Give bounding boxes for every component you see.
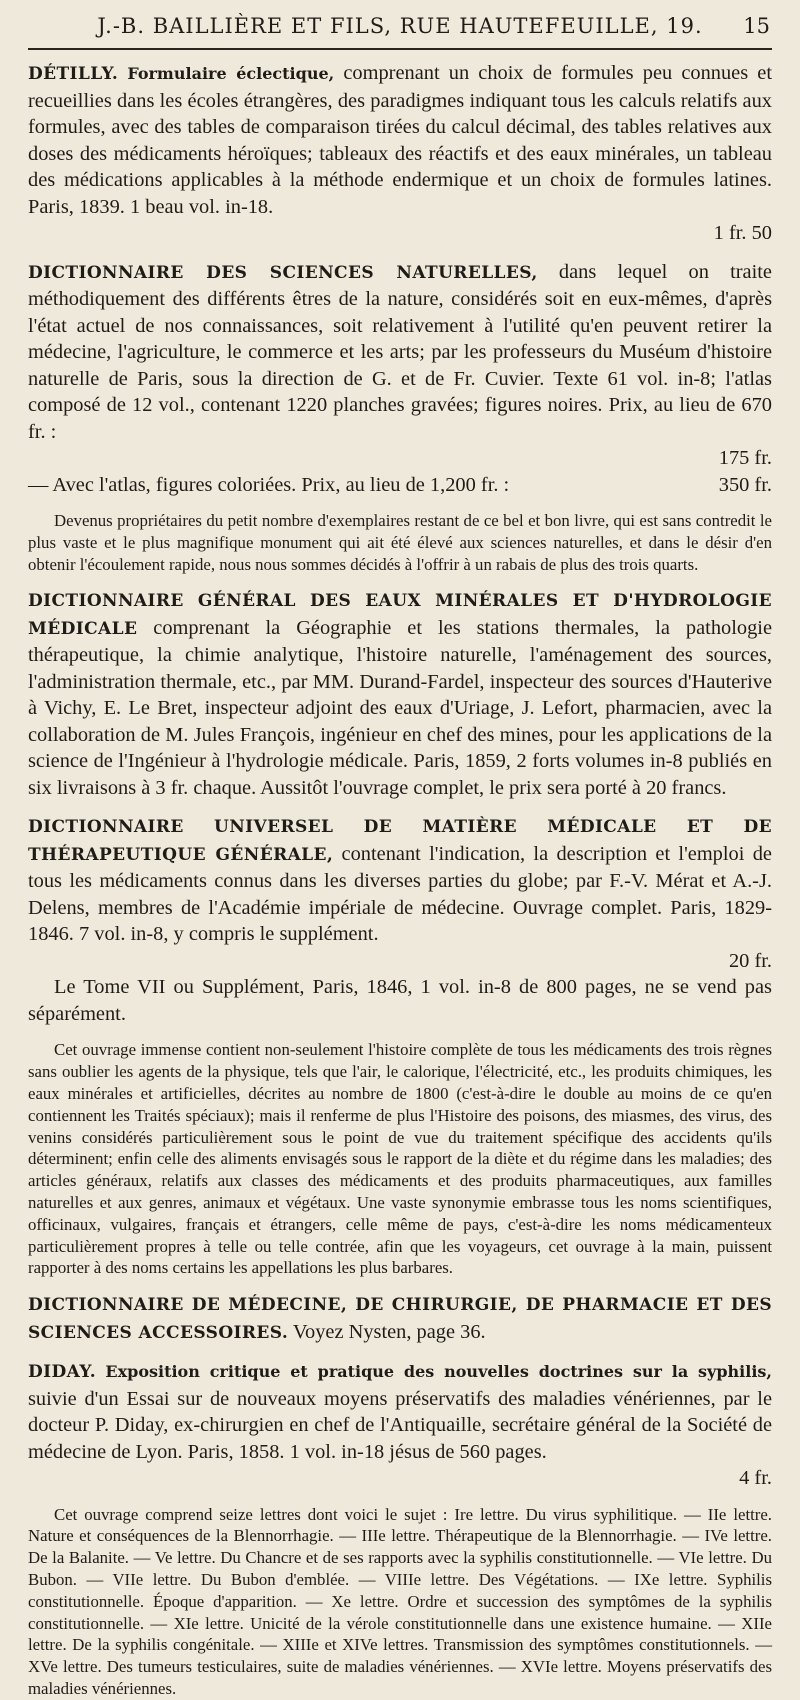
entry-price: 4 fr.	[739, 1467, 772, 1490]
entry-subtitle: Exposition critique et pratique des nouvelles doctrines sur la syphilis,	[105, 1362, 772, 1382]
entry-detilly	[28, 60, 772, 247]
entry-headword: DICTIONNAIRE DE MÉDECINE, DE CHIRURGIE, DE PHARMACIE ET DES SCIENCES ACCESSOIRES.	[28, 1295, 772, 1343]
entry-dictionnaire-medecine	[28, 1291, 772, 1346]
entry-dictionnaire-eaux-minerales	[28, 587, 772, 801]
entry-body	[28, 259, 772, 446]
entry-note: Cet ouvrage immense contient non-seulement l'histoire complète de tous les médicaments des trois règnes sans oublier les agents de la physique, tels que l'air, le calorique, l'électricité, etc., les produits chimiques, les eaux minérales et artificielles, décrites au nombre de 1800 (c'est-à-dire le double au moins de ce qu'en contiennent les Traités spéciaux); mais il renferme de plus l'Histoire des poisons, des miasmes, des virus, des venins considérés particulièrement sous le point de vue du traitement spécifique des accidents qu'ils déterminent; enfin celle des aliments envisagés sous le rapport de la diète et du régime dans les maladies; des articles généraux, relatifs aux classes des médicaments et des produits pharmaceutiques, aux familles naturelles et aux genres, animaux et végétaux. Une vaste synonymie embrasse tous les noms scientifiques, officinaux, vulgaires, français et étrangers, celle même de pays, c'est-à-dire les noms médicamenteux particulièrement propres à telle ou telle contrée, afin que les voyageurs, cet ouvrage à la main, puissent rapporter à des noms certains les appellations les plus barbares.	[28, 1040, 772, 1278]
entry-text: Voyez Nysten, page 36.	[292, 1320, 486, 1343]
entry-text: dans lequel on traite méthodiquement des différents êtres de la nature, considérés soit en eux-mêmes, d'après l'état actuel de nos connaissances, soit relativement à l'utilité qu'en peuvent retirer la médecine, l'agriculture, le commerce et les arts; par les professeurs du Muséum d'histoire naturelle de Paris, sous la direction de G. et de Fr. Cuvier. Texte 61 vol. in-8; l'atlas composé de 12 vol., contenant 1220 planches gravées; figures noires. Prix, au lieu de 670 fr. :	[28, 260, 772, 443]
entry-dictionnaire-sciences-naturelles	[28, 259, 772, 499]
entry-text: comprenant la Géographie et les stations thermales, la pathologie thérapeutique, la chimie analytique, l'histoire naturelle, l'aménagement des sources, l'administration thermale, etc., par MM. Durand-Fardel, inspecteur des sources d'Hauterive à Vichy, E. Le Bret, inspecteur adjoint des eaux d'Uriage, J. Lefort, pharmacien, avec la collaboration de M. Jules François, ingénieur en chef des mines, pour les applications de la science de l'Ingénieur à l'hydrologie médicale. Paris, 1859, 2 forts volumes in-8 publiés en six livraisons à 3 fr. chaque. Aussitôt l'ouvrage complet, le prix sera porté à 20 francs.	[28, 616, 772, 799]
entry-text: contenant l'indication, la description et l'emploi de tous les médicaments connus dans les diverses parties du globe; par F.-V. Mérat et A.-J. Delens, membres de l'Académie impériale de médecine. Ouvrage complet. Paris, 1829-1846. 7 vol. in-8, y compris le supplément.	[28, 842, 772, 946]
entry-body	[28, 587, 772, 801]
entry-body	[28, 813, 772, 948]
entry-price: 1 fr. 50	[713, 222, 772, 244]
entry-note: Devenus propriétaires du petit nombre d'exemplaires restant de ce bel et bon livre, qui est sans contredit le plus vaste et le plus magnifique monument qui ait été élevé aux sciences naturelles, et dans le désir d'en obtenir l'écoulement rapide, nous nous sommes décidés à l'offrir à un rabais de plus des trois quarts.	[28, 511, 772, 574]
entry-text: suivie d'un Essai sur de nouveaux moyens préservatifs des maladies vénériennes, par le docteur P. Diday, ex-chirurgien en chef de l'Antiquaille, secrétaire général de la Société de médecine de Lyon. Paris, 1858. 1 vol. in-18 jésus de 560 pages.	[28, 1387, 772, 1463]
entry-dictionnaire-matiere-medicale	[28, 813, 772, 1027]
entry-body	[28, 60, 772, 220]
running-header	[28, 10, 772, 50]
entry-extra-text: — Avec l'atlas, figures coloriées. Prix, au lieu de 1,200 fr. :	[28, 473, 510, 496]
entry-headword: DIDAY.	[28, 1362, 97, 1383]
entry-price-row	[28, 220, 772, 247]
entry-headword: DICTIONNAIRE DES SCIENCES NATURELLES,	[28, 262, 538, 283]
entry-supplement-text: Le Tome VII ou Supplément, Paris, 1846, 1 vol. in-8 de 800 pages, ne se vend pas séparément.	[28, 976, 772, 1025]
page-number: 15	[743, 14, 770, 38]
catalogue-entries	[28, 60, 772, 1700]
entry-text: comprenant un choix de formules peu connues et recueillies dans les écoles étrangères, des paradigmes indiquant tous les calculs relatifs aux formules, avec des tables de comparaison tirées du calcul décimal, des tables relatives aux doses des médicaments héroïques; tableaux des réactifs et des eaux minérales, un tableau des médications applicables à la méthode endermique et un choix de formules latines. Paris, 1839. 1 beau vol. in-18.	[28, 62, 773, 218]
entry-price-row	[28, 1465, 772, 1492]
entry-note: Cet ouvrage comprend seize lettres dont voici le sujet : Ire lettre. Du virus syphilitique. — IIe lettre. Nature et conséquences de la Blennorrhagie. — IIIe lettre. Thérapeutique de la Blennorrhagie. — IVe lettre. De la Balanite. — Ve lettre. Du Chancre et de ses rapports avec la syphilis constitutionnelle. — VIe lettre. Du Bubon. — VIIe lettre. Du Bubon d'emblée. — VIIIe lettre. Des Végétations. — IXe lettre. Syphilis constitutionnelle. Époque d'apparition. — Xe lettre. Ordre et succession des symptômes de la syphilis constitutionnelle. — XIe lettre. Unicité de la vérole constitutionnelle dans une existence humaine. — XIIe lettre. De la syphilis congénitale. — XIIIe et XIVe lettres. Transmission des symptômes constitutionnels. — XVe lettre. Des tumeurs testiculaires, suite de maladies vénériennes. — XVIe lettre. Moyens préservatifs des maladies vénériennes.	[28, 1504, 772, 1699]
entry-subtitle: Formulaire éclectique,	[127, 64, 335, 83]
entry-body	[28, 1291, 772, 1346]
entry-price-row-coloured-atlas	[28, 472, 772, 499]
entry-price-row	[28, 948, 772, 975]
entry-headword: DÉTILLY.	[28, 64, 119, 84]
entry-extra-price: 350 fr.	[718, 473, 772, 496]
entry-headword: DICTIONNAIRE UNIVERSEL DE MATIÈRE MÉDICALE ET DE THÉRAPEUTIQUE GÉNÉRALE,	[28, 817, 772, 865]
entry-headword: DICTIONNAIRE GÉNÉRAL DES EAUX MINÉRALES ET D'HYDROLOGIE MÉDICALE	[28, 591, 772, 639]
entry-price: 20 fr.	[728, 949, 772, 972]
entry-price-row	[28, 445, 772, 472]
entry-price: 175 fr.	[718, 447, 772, 469]
entry-body	[28, 1358, 772, 1465]
entry-diday	[28, 1358, 772, 1492]
page-header-title: J.-B. BAILLIÈRE ET FILS, RUE HAUTEFEUILLE, 19.	[97, 14, 703, 38]
